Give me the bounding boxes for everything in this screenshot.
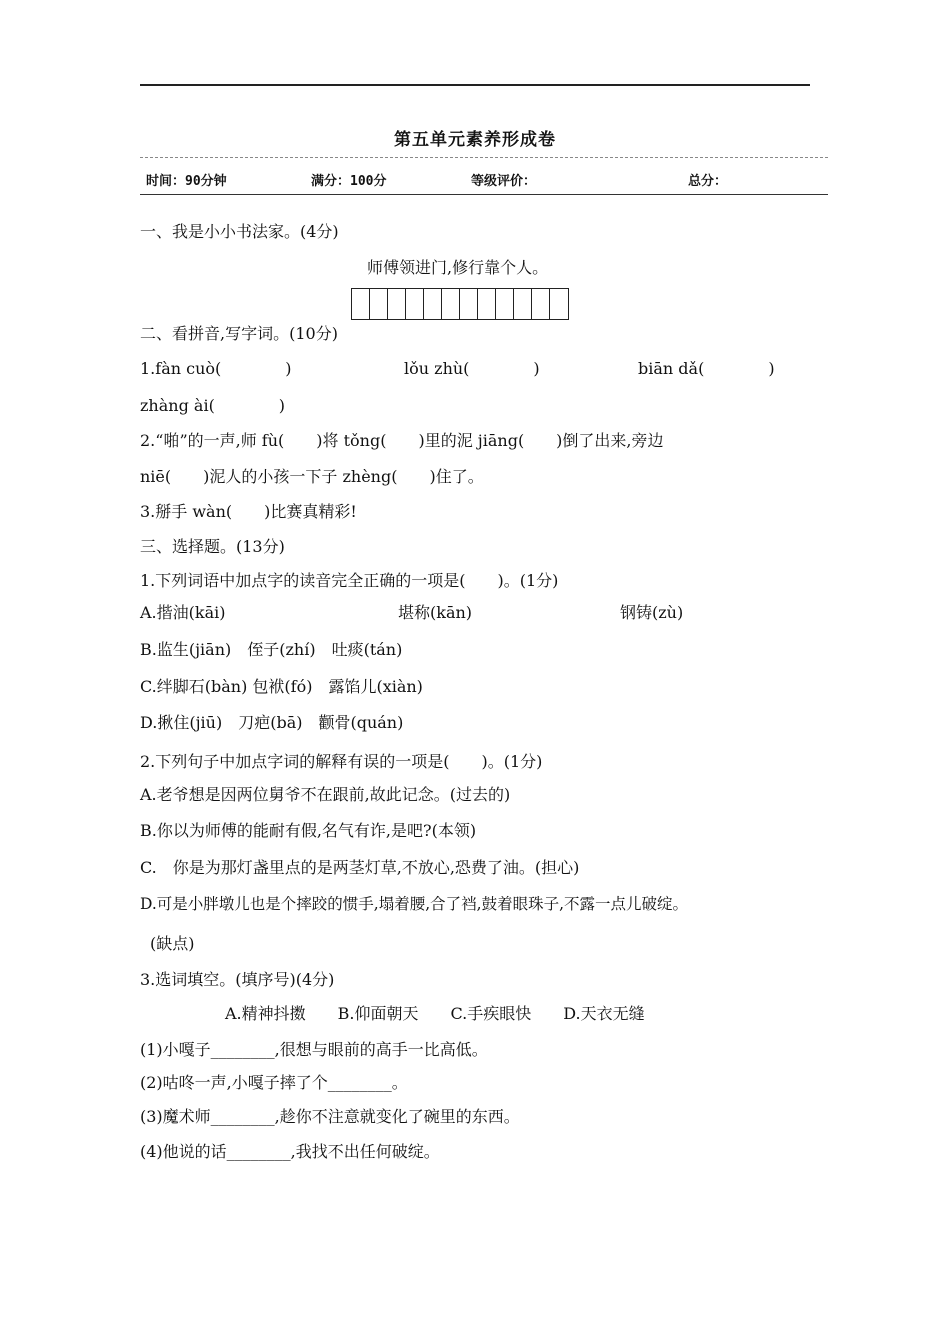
q3-3-item-1: (1)小嘎子________,很想与眼前的高手一比高低。 [140, 1040, 488, 1059]
full-score-label: 满分：100分 [311, 174, 387, 189]
q2-1-b: lǒu zhù( ) [404, 359, 540, 378]
q3-2: 2.下列句子中加点字词的解释有误的一项是( )。(1分) [140, 752, 543, 771]
q3-2-option-d: D.可是小胖墩儿也是个摔跤的惯手,塌着腰,合了裆,鼓着眼珠子,不露一点儿破绽。 [140, 895, 689, 913]
grid-cell[interactable] [460, 289, 478, 319]
section2-heading: 二、看拼音,写字词。(10分) [140, 324, 338, 343]
grid-cell[interactable] [406, 289, 424, 319]
exam-info-bar [140, 157, 828, 195]
q3-2-option-c: C. 你是为那灯盏里点的是两茎灯草,不放心,恐费了油。(担心) [140, 858, 580, 877]
top-rule [140, 84, 810, 86]
grade-label: 等级评价： [471, 174, 537, 189]
q3-3-item-4: (4)他说的话________,我找不出任何破绽。 [140, 1142, 440, 1161]
q3-2-option-d-cont: (缺点) [150, 934, 195, 953]
page-title: 第五单元素养形成卷 [394, 130, 556, 150]
q3-2-option-a: A.老爷想是因两位舅爷不在跟前,故此记念。(过去的) [140, 785, 511, 804]
grid-cell[interactable] [496, 289, 514, 319]
q2-3: 3.掰手 wàn( )比赛真精彩! [140, 502, 357, 521]
calligraphy-sentence: 师傅领进门,修行靠个人。 [367, 258, 549, 277]
q3-1-option-c: C.绊脚石(bàn) 包袱(fó) 露馅儿(xiàn) [140, 677, 423, 696]
section3-heading: 三、选择题。(13分) [140, 537, 285, 556]
grid-cell[interactable] [532, 289, 550, 319]
q2-1-c: biān dǎ( ) [638, 359, 775, 378]
q2-2-line2: niē( )泥人的小孩一下子 zhèng( )住了。 [140, 467, 484, 486]
grid-cell[interactable] [424, 289, 442, 319]
grid-cell[interactable] [550, 289, 568, 319]
section1-heading: 一、我是小小书法家。(4分) [140, 222, 339, 241]
grid-cell[interactable] [514, 289, 532, 319]
q2-2-line1: 2.“啪”的一声,师 fù( )将 tǒng( )里的泥 jiāng( )倒了出来,旁边 [140, 431, 664, 450]
q3-3-options: A.精神抖擞 B.仰面朝天 C.手疾眼快 D.天衣无缝 [225, 1004, 645, 1023]
q3-1-option-a3: 钢铸(zù) [620, 603, 684, 622]
q3-1-option-a1: A.揩油(kāi) [140, 603, 226, 622]
q3-3: 3.选词填空。(填序号)(4分) [140, 970, 335, 989]
q3-3-item-3: (3)魔术师________,趁你不注意就变化了碗里的东西。 [140, 1107, 520, 1126]
writing-grid[interactable] [351, 288, 569, 320]
q3-1-option-b: B.监生(jiān) 侄子(zhí) 吐痰(tán) [140, 640, 403, 659]
grid-cell[interactable] [352, 289, 370, 319]
grid-cell[interactable] [370, 289, 388, 319]
grid-cell[interactable] [442, 289, 460, 319]
total-score-label: 总分： [688, 174, 728, 189]
q2-1-d: zhàng ài( ) [140, 396, 286, 415]
q3-1-option-a2: 堪称(kān) [398, 603, 473, 622]
q3-2-option-b: B.你以为师傅的能耐有假,名气有诈,是吧?(本领) [140, 821, 477, 840]
time-label: 时间：90分钟 [146, 174, 227, 189]
q2-1-a: 1.fàn cuò( ) [140, 359, 292, 378]
grid-cell[interactable] [478, 289, 496, 319]
q3-1-option-d: D.揪住(jiū) 刀疤(bā) 颧骨(quán) [140, 713, 404, 732]
q3-1: 1.下列词语中加点字的读音完全正确的一项是( )。(1分) [140, 571, 559, 590]
grid-cell[interactable] [388, 289, 406, 319]
q3-3-item-2: (2)咕咚一声,小嘎子摔了个________。 [140, 1073, 408, 1092]
